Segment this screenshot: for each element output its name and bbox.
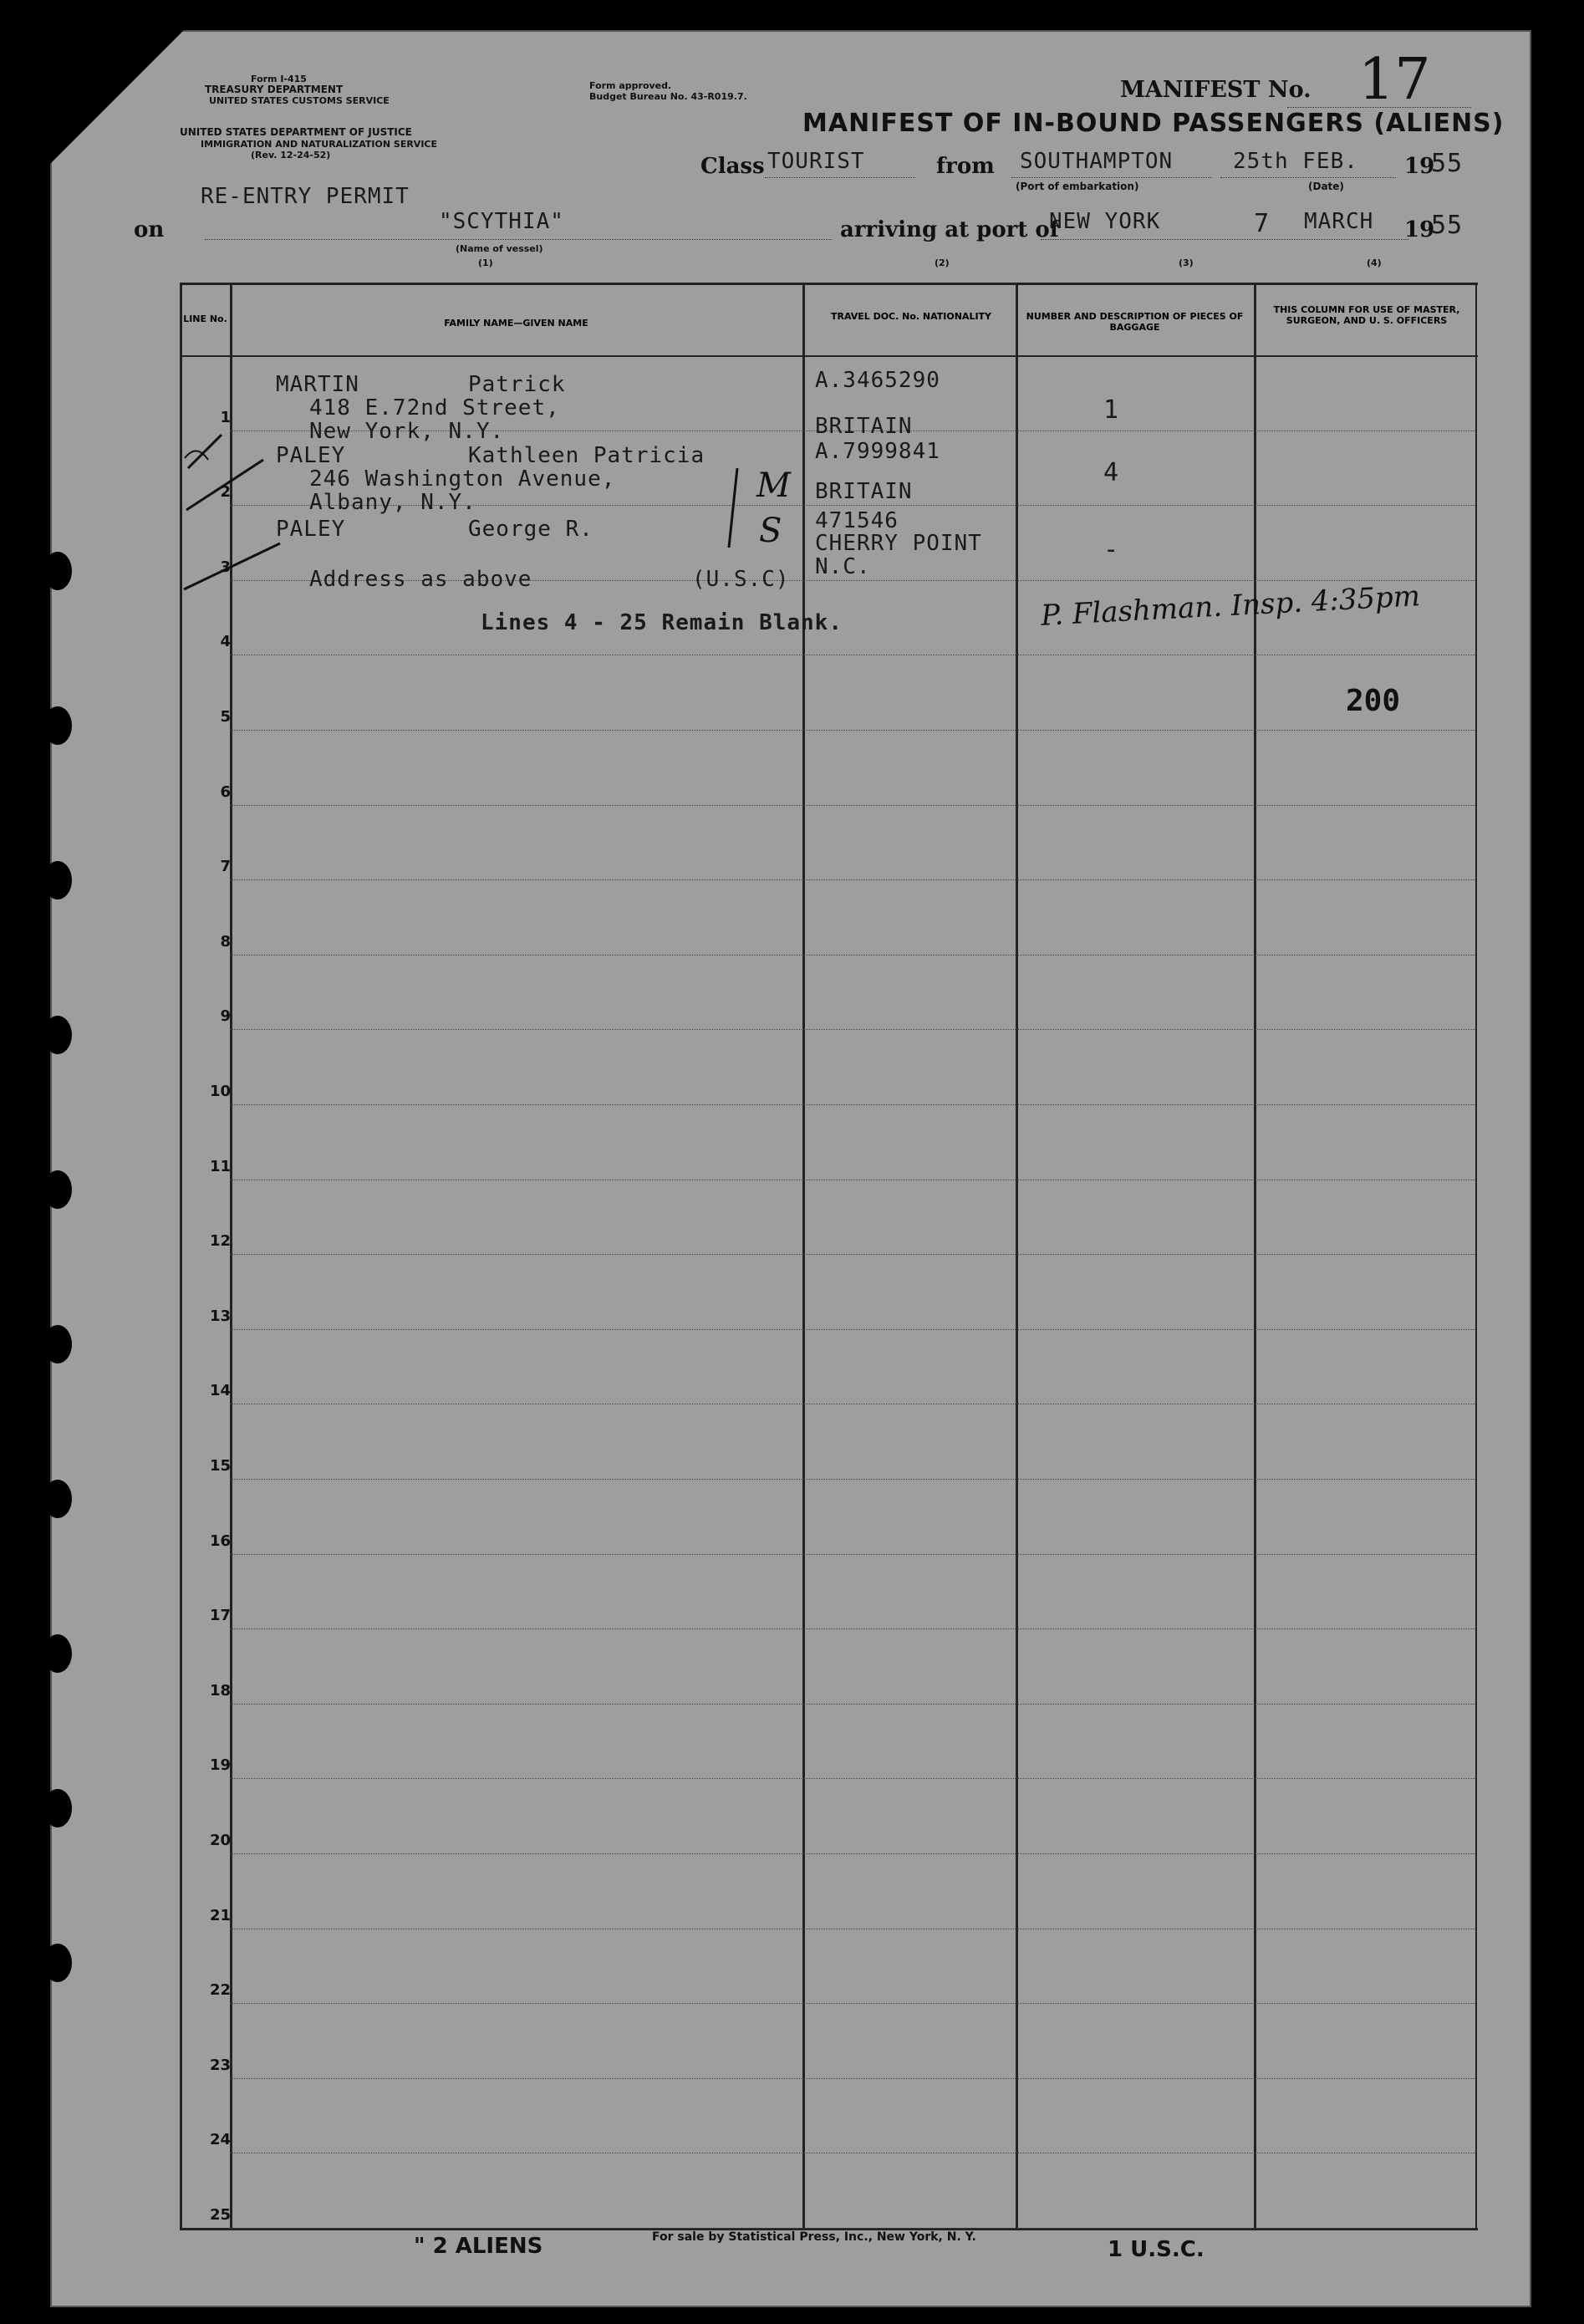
date-caption: (Date) [1308, 181, 1344, 192]
customs-name: UNITED STATES CUSTOMS SERVICE [209, 95, 390, 106]
passenger-2-given: Kathleen Patricia [468, 443, 705, 468]
row-line [230, 805, 1475, 806]
arrival-month: MARCH [1304, 209, 1374, 234]
passenger-2-city: Albany, N.Y. [309, 490, 476, 515]
form-number: Form I-415 [251, 74, 307, 84]
passenger-3-usc: (U.S.C) [692, 567, 790, 592]
passenger-2-doc: A.7999841 [815, 439, 940, 464]
usc-count: 1 U.S.C. [1108, 2237, 1205, 2262]
ins-name: IMMIGRATION AND NATURALIZATION SERVICE [201, 139, 438, 150]
line-number: 2 [220, 483, 231, 501]
line-number: 8 [220, 933, 231, 950]
line-number: 3 [220, 558, 231, 576]
margin-bracket [719, 464, 752, 556]
row-line [230, 1254, 1475, 1255]
line-number: 19 [209, 1756, 231, 1774]
col-officers-header: THIS COLUMN FOR USE OF MASTER, SURGEON, AND U. S. OFFICERS [1273, 304, 1460, 326]
passenger-1-family: MARTIN [276, 372, 359, 397]
row-line [230, 879, 1475, 880]
line-number: 25 [209, 2206, 231, 2224]
line-number: 24 [209, 2131, 231, 2148]
passenger-1-doc: A.3465290 [815, 368, 940, 393]
line-number: 17 [209, 1607, 231, 1624]
passenger-3-family: PALEY [276, 517, 346, 542]
blank-lines-note: Lines 4 - 25 Remain Blank. [481, 610, 843, 635]
year-prefix-2: 19 [1404, 217, 1435, 242]
line-number: 18 [209, 1682, 231, 1700]
punch-hole [43, 861, 72, 900]
class-label: Class [700, 154, 765, 179]
row-line [230, 1704, 1475, 1705]
passenger-3-nationality: CHERRY POINT N.C. [815, 531, 982, 579]
col-travel-header: TRAVEL DOC. No. NATIONALITY [830, 311, 992, 322]
passenger-2-nationality: BRITAIN [815, 479, 913, 504]
passenger-3-address: Address as above [309, 567, 532, 592]
passenger-2-baggage: 4 [1103, 458, 1120, 487]
line-number: 7 [220, 858, 231, 875]
punch-hole [43, 1170, 72, 1209]
embark-date: 25th FEB. [1233, 149, 1358, 174]
dept-name: TREASURY DEPARTMENT [205, 84, 344, 95]
row-line [230, 2228, 1475, 2229]
row-line [230, 1104, 1475, 1105]
row-line [230, 1029, 1475, 1030]
embark-port: SOUTHAMPTON [1020, 149, 1174, 174]
passenger-1-address: 418 E.72nd Street, [309, 395, 560, 420]
col-baggage-header: NUMBER AND DESCRIPTION OF PIECES OF BAGGAGE [1026, 311, 1244, 333]
aliens-count: " 2 ALIENS [414, 2234, 543, 2259]
line-number: 4 [220, 633, 231, 650]
arriving-label: arriving at port of [840, 217, 1059, 242]
passenger-3-baggage: - [1103, 535, 1120, 564]
line-number: 6 [220, 783, 231, 801]
row-line [230, 1329, 1475, 1330]
arrival-day: 7 [1254, 209, 1271, 238]
from-label: from [936, 154, 995, 179]
line-number: 16 [209, 1532, 231, 1550]
punch-hole [43, 1634, 72, 1673]
punch-hole [43, 706, 72, 745]
passenger-3-given: George R. [468, 517, 593, 542]
caption-1: (1) [478, 257, 493, 268]
folded-corner [50, 30, 184, 164]
row-line [230, 2003, 1475, 2004]
page-title: MANIFEST OF IN-BOUND PASSENGERS (ALIENS) [802, 109, 1505, 138]
on-label: on [134, 217, 165, 242]
col-name-header: FAMILY NAME—GIVEN NAME [444, 318, 588, 329]
printer-note: For sale by Statistical Press, Inc., New York, N. Y. [652, 2230, 976, 2244]
punch-hole [43, 1480, 72, 1518]
col-line-header: LINE No. [183, 313, 227, 324]
arrival-year: 55 [1431, 211, 1464, 240]
manifest-page [50, 30, 1531, 2307]
passenger-1-given: Patrick [468, 372, 566, 397]
line-number: 22 [209, 1981, 231, 1999]
punch-hole [43, 1944, 72, 1982]
manifest-label: MANIFEST No. [1120, 77, 1312, 103]
line-number: 23 [209, 2056, 231, 2074]
line-number: 15 [209, 1457, 231, 1475]
row-line [230, 1554, 1475, 1555]
caption-4: (4) [1367, 257, 1382, 268]
passenger-2-address: 246 Washington Avenue, [309, 466, 616, 492]
line-number: 13 [209, 1307, 231, 1325]
row-line [230, 1628, 1475, 1629]
row-line [230, 1479, 1475, 1480]
line-number: 9 [220, 1007, 231, 1025]
line-number: 1 [220, 409, 231, 426]
vessel-caption: (Name of vessel) [456, 243, 543, 254]
row-line [230, 955, 1475, 956]
passenger-1-baggage: 1 [1103, 395, 1120, 425]
revision: (Rev. 12-24-52) [251, 150, 331, 161]
check-marks [171, 418, 305, 602]
line-number: 14 [209, 1382, 231, 1399]
punch-hole [43, 1016, 72, 1054]
line-number: 12 [209, 1232, 231, 1250]
embark-port-caption: (Port of embarkation) [1016, 181, 1139, 192]
line-number: 10 [209, 1083, 231, 1100]
inspector-signature: P. Flashman. Insp. 4:35pm [1040, 579, 1421, 633]
row-line [230, 1778, 1475, 1779]
passenger-1-city: New York, N.Y. [309, 419, 505, 444]
caption-3: (3) [1179, 257, 1194, 268]
arrival-port: NEW YORK [1049, 209, 1161, 234]
embark-year: 55 [1431, 149, 1464, 178]
row-line [230, 730, 1475, 731]
row-line [230, 2078, 1475, 2079]
passenger-2-family: PALEY [276, 443, 346, 468]
punch-hole [43, 1325, 72, 1363]
line-number: 5 [220, 708, 231, 726]
passenger-3-doc: 471546 [815, 508, 899, 533]
budget-bureau: Budget Bureau No. 43-R019.7. [589, 91, 747, 102]
punch-hole [43, 1789, 72, 1827]
line-number: 21 [209, 1907, 231, 1924]
year-prefix: 19 [1404, 154, 1435, 179]
caption-2: (2) [935, 257, 950, 268]
line-number: 11 [209, 1158, 231, 1175]
form-approved: Form approved. [589, 80, 672, 91]
passenger-1-nationality: BRITAIN [815, 414, 913, 439]
row-line [230, 1853, 1475, 1854]
justice-name: UNITED STATES DEPARTMENT OF JUSTICE [180, 126, 412, 138]
vessel-name: "SCYTHIA" [439, 209, 564, 234]
margin-mark-s: S [759, 512, 782, 550]
reentry-permit: RE-ENTRY PERMIT [201, 184, 410, 209]
stamp-number: 200 [1346, 684, 1401, 718]
class-value: TOURIST [767, 149, 865, 174]
margin-mark-m: M [756, 466, 791, 505]
manifest-number: 17 [1358, 47, 1431, 113]
line-number: 20 [209, 1832, 231, 1849]
punch-hole [43, 552, 72, 590]
